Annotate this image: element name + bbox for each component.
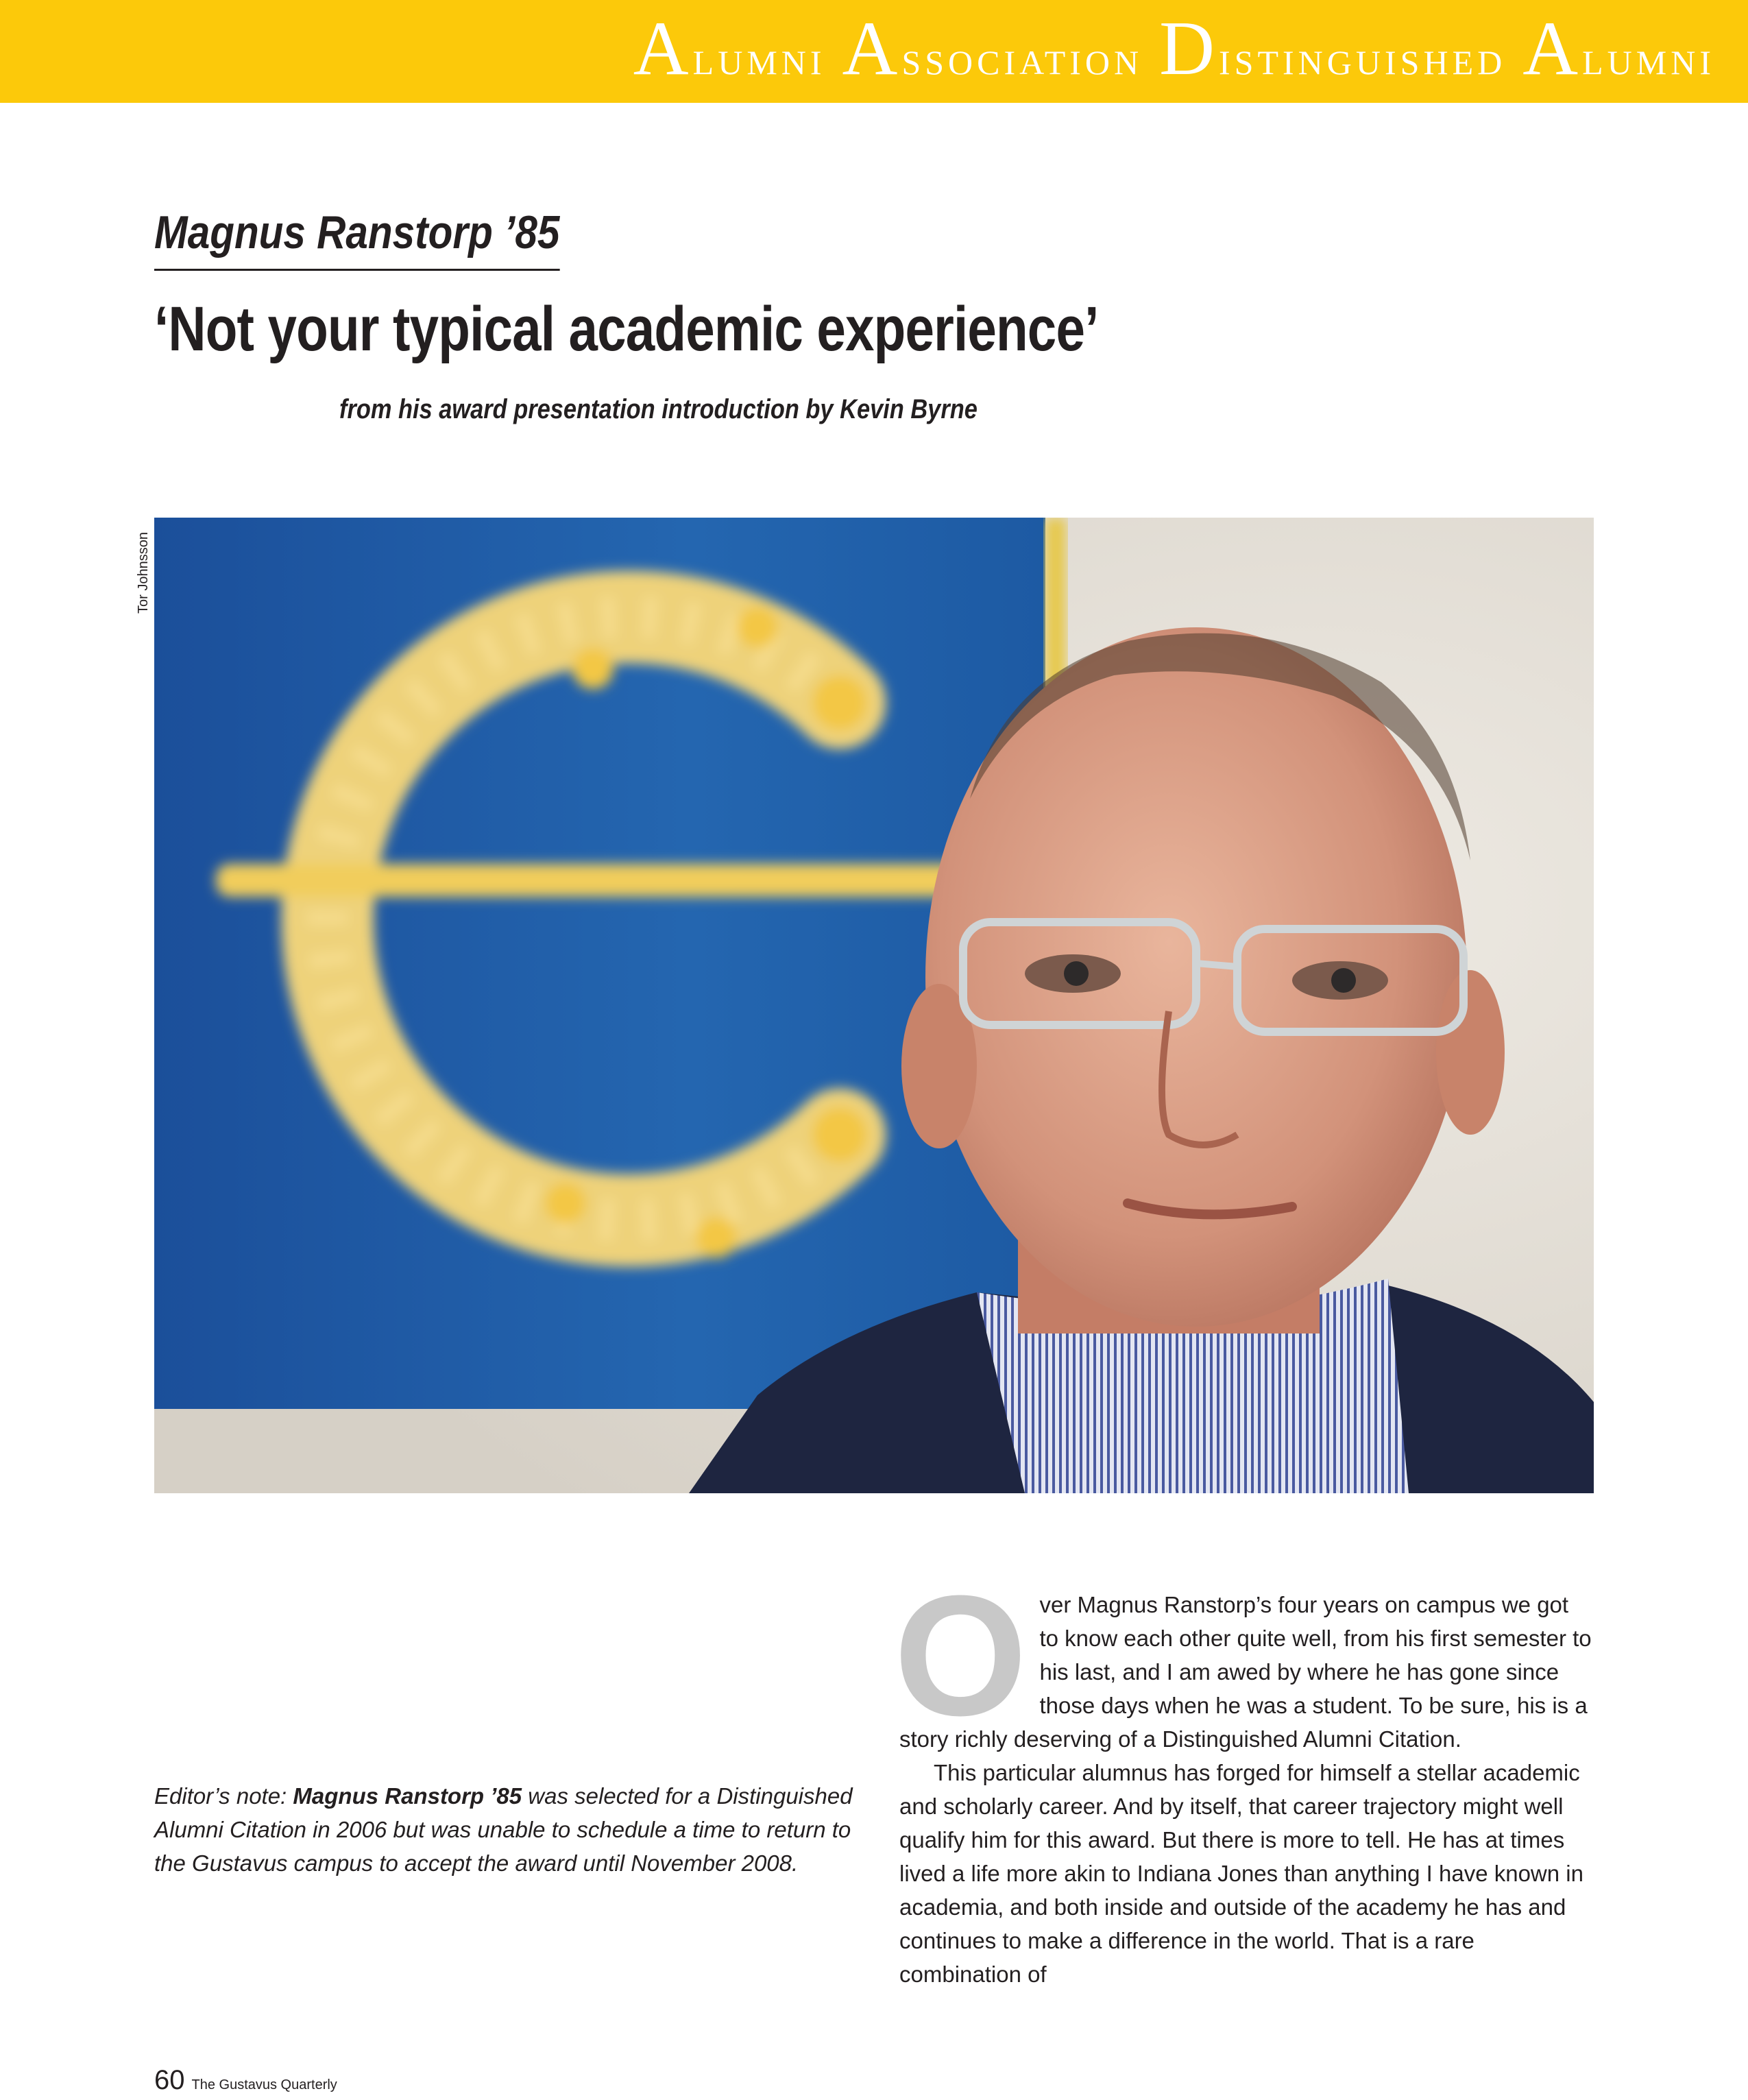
page-footer — [154, 2065, 337, 2096]
portrait-photo — [154, 518, 1594, 1493]
page-number: 60 — [154, 2065, 185, 2095]
banner-rest-3: istinguished — [1219, 30, 1523, 85]
publication-name: The Gustavus Quarterly — [191, 2077, 337, 2092]
banner-rest-1: lumni — [692, 30, 842, 85]
article-headline: ‘Not your typical academic experience’ — [154, 294, 1099, 364]
article-byline: from his award presentation introduction by Kevin Byrne — [339, 394, 978, 424]
editors-note-name: Magnus Ranstorp ’85 — [293, 1783, 522, 1809]
alumnus-name: Magnus Ranstorp ’85 — [154, 206, 559, 271]
banner-rest-4: lumni — [1582, 30, 1715, 85]
section-title — [633, 4, 1715, 102]
banner-rest-2: ssociation — [901, 30, 1160, 85]
editors-note-prefix: Editor’s note: — [154, 1783, 293, 1809]
banner-cap-4: A — [1522, 6, 1583, 91]
article-body — [894, 1560, 1592, 1991]
body-paragraph-1: ver Magnus Ranstorp’s four years on campus we got to know each other quite well, from his first semester to his last, and I am awed by where he has gone since those days when he was a student. To be sure, his is a story richly deserving of a Distinguished Alumni Citation. — [899, 1592, 1592, 1752]
editors-note — [154, 1779, 853, 1880]
section-banner — [0, 0, 1748, 103]
banner-cap-1: A — [633, 6, 693, 91]
banner-cap-3: D — [1159, 6, 1219, 91]
photo-credit-text: Tor Johnsson — [136, 532, 151, 614]
editors-note-text: was selected for a Distinguished Alumni Citation in 2006 but was unable to schedule a time to return to the Gustavus campus to accept the award until November 2008. — [154, 1783, 853, 1876]
photo-credit — [136, 518, 156, 614]
portrait-illustration — [154, 518, 1594, 1493]
body-paragraph-2: This particular alumnus has forged for himself a stellar academic and scholarly career. And by itself, that career trajectory might well qualify him for this award. But there is more to tell. He has at times lived a life more akin to Indiana Jones than anything I have known in academia, and both inside and outside of the academy he has and continues to make a difference in the world. That is a rare combination of — [899, 1760, 1583, 1987]
banner-cap-2: A — [842, 6, 902, 91]
drop-cap: O — [894, 1560, 1028, 1751]
